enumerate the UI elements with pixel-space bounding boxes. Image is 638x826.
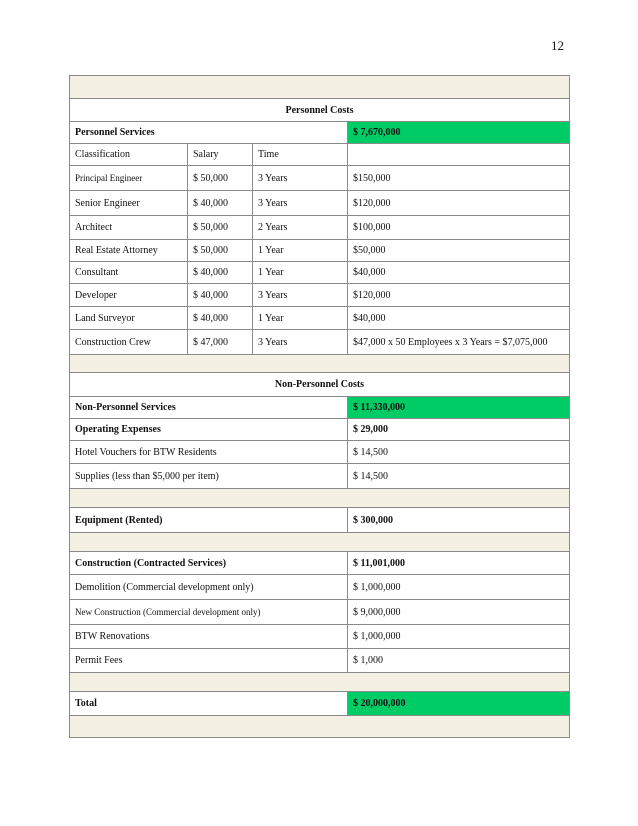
construction-item-label: Permit Fees [70, 649, 348, 673]
salary-cell: $ 40,000 [188, 284, 253, 307]
construction-item-amount: $ 1,000,000 [348, 575, 570, 600]
time-cell: 1 Year [253, 240, 348, 262]
cost-cell: $100,000 [348, 216, 570, 240]
salary-cell: $ 40,000 [188, 191, 253, 216]
table-row [70, 307, 570, 330]
cost-cell: $40,000 [348, 307, 570, 330]
operating-expenses-row [70, 419, 570, 441]
total-label: Total [70, 692, 348, 716]
table-row [70, 464, 570, 489]
salary-cell: $ 50,000 [188, 240, 253, 262]
equipment-label: Equipment (Rented) [70, 508, 348, 533]
time-cell: 1 Year [253, 307, 348, 330]
total-amount: $ 20,000,000 [348, 692, 570, 716]
classification-cell: Consultant [70, 262, 188, 284]
time-cell: 3 Years [253, 191, 348, 216]
page-number: 12 [551, 38, 564, 53]
construction-item-label: Demolition (Commercial development only) [70, 575, 348, 600]
classification-cell: Developer [70, 284, 188, 307]
personnel-services-total: $ 7,670,000 [348, 122, 570, 144]
table-row [70, 575, 570, 600]
construction-row [70, 552, 570, 575]
personnel-heading: Personnel Costs [70, 99, 570, 122]
expense-amount: $ 14,500 [348, 464, 570, 489]
budget-table [69, 75, 570, 738]
salary-cell: $ 40,000 [188, 307, 253, 330]
salary-cell: $ 50,000 [188, 216, 253, 240]
classification-cell: Land Surveyor [70, 307, 188, 330]
construction-label: Construction (Contracted Services) [70, 552, 348, 575]
cost-cell: $120,000 [348, 284, 570, 307]
table-row [70, 191, 570, 216]
column-header-salary: Salary [188, 144, 253, 166]
time-cell: 3 Years [253, 166, 348, 191]
expense-label: Hotel Vouchers for BTW Residents [70, 441, 348, 464]
expense-label: Supplies (less than $5,000 per item) [70, 464, 348, 489]
classification-cell: Real Estate Attorney [70, 240, 188, 262]
non-personnel-heading-row [70, 373, 570, 397]
table-row [70, 625, 570, 649]
operating-expenses-label: Operating Expenses [70, 419, 348, 441]
classification-cell: Architect [70, 216, 188, 240]
classification-cell: Principal Engineer [70, 166, 188, 191]
personnel-column-header-row [70, 144, 570, 166]
table-row [70, 330, 570, 355]
column-header-classification: Classification [70, 144, 188, 166]
cost-cell: $120,000 [348, 191, 570, 216]
classification-cell: Senior Engineer [70, 191, 188, 216]
salary-cell: $ 50,000 [188, 166, 253, 191]
personnel-services-row [70, 122, 570, 144]
column-header-cost [348, 144, 570, 166]
table-row [70, 441, 570, 464]
cost-cell: $150,000 [348, 166, 570, 191]
spacer-row [70, 355, 570, 373]
spacer-row [70, 489, 570, 508]
operating-expenses-total: $ 29,000 [348, 419, 570, 441]
time-cell: 3 Years [253, 284, 348, 307]
construction-item-amount: $ 9,000,000 [348, 600, 570, 625]
time-cell: 3 Years [253, 330, 348, 355]
table-row [70, 649, 570, 673]
cost-cell: $50,000 [348, 240, 570, 262]
table-row [70, 600, 570, 625]
column-header-time: Time [253, 144, 348, 166]
table-row [70, 284, 570, 307]
construction-total: $ 11,001,000 [348, 552, 570, 575]
non-personnel-heading: Non-Personnel Costs [70, 373, 570, 397]
time-cell: 2 Years [253, 216, 348, 240]
equipment-total: $ 300,000 [348, 508, 570, 533]
salary-cell: $ 47,000 [188, 330, 253, 355]
non-personnel-services-label: Non-Personnel Services [70, 397, 348, 419]
classification-cell: Construction Crew [70, 330, 188, 355]
personnel-services-label: Personnel Services [70, 122, 348, 144]
construction-item-amount: $ 1,000 [348, 649, 570, 673]
salary-cell: $ 40,000 [188, 262, 253, 284]
spacer-row [70, 716, 570, 738]
table-row [70, 166, 570, 191]
total-row [70, 692, 570, 716]
table-row [70, 216, 570, 240]
equipment-row [70, 508, 570, 533]
cost-cell: $47,000 x 50 Employees x 3 Years = $7,075,000 [348, 330, 570, 355]
spacer-row [70, 533, 570, 552]
non-personnel-services-row [70, 397, 570, 419]
time-cell: 1 Year [253, 262, 348, 284]
expense-amount: $ 14,500 [348, 441, 570, 464]
construction-item-label: BTW Renovations [70, 625, 348, 649]
spacer-row [70, 673, 570, 692]
construction-item-amount: $ 1,000,000 [348, 625, 570, 649]
table-row [70, 262, 570, 284]
construction-item-label: New Construction (Commercial development only) [70, 600, 348, 625]
non-personnel-services-total: $ 11,330,000 [348, 397, 570, 419]
personnel-heading-row [70, 99, 570, 122]
table-row [70, 240, 570, 262]
spacer-row [70, 76, 570, 99]
cost-cell: $40,000 [348, 262, 570, 284]
